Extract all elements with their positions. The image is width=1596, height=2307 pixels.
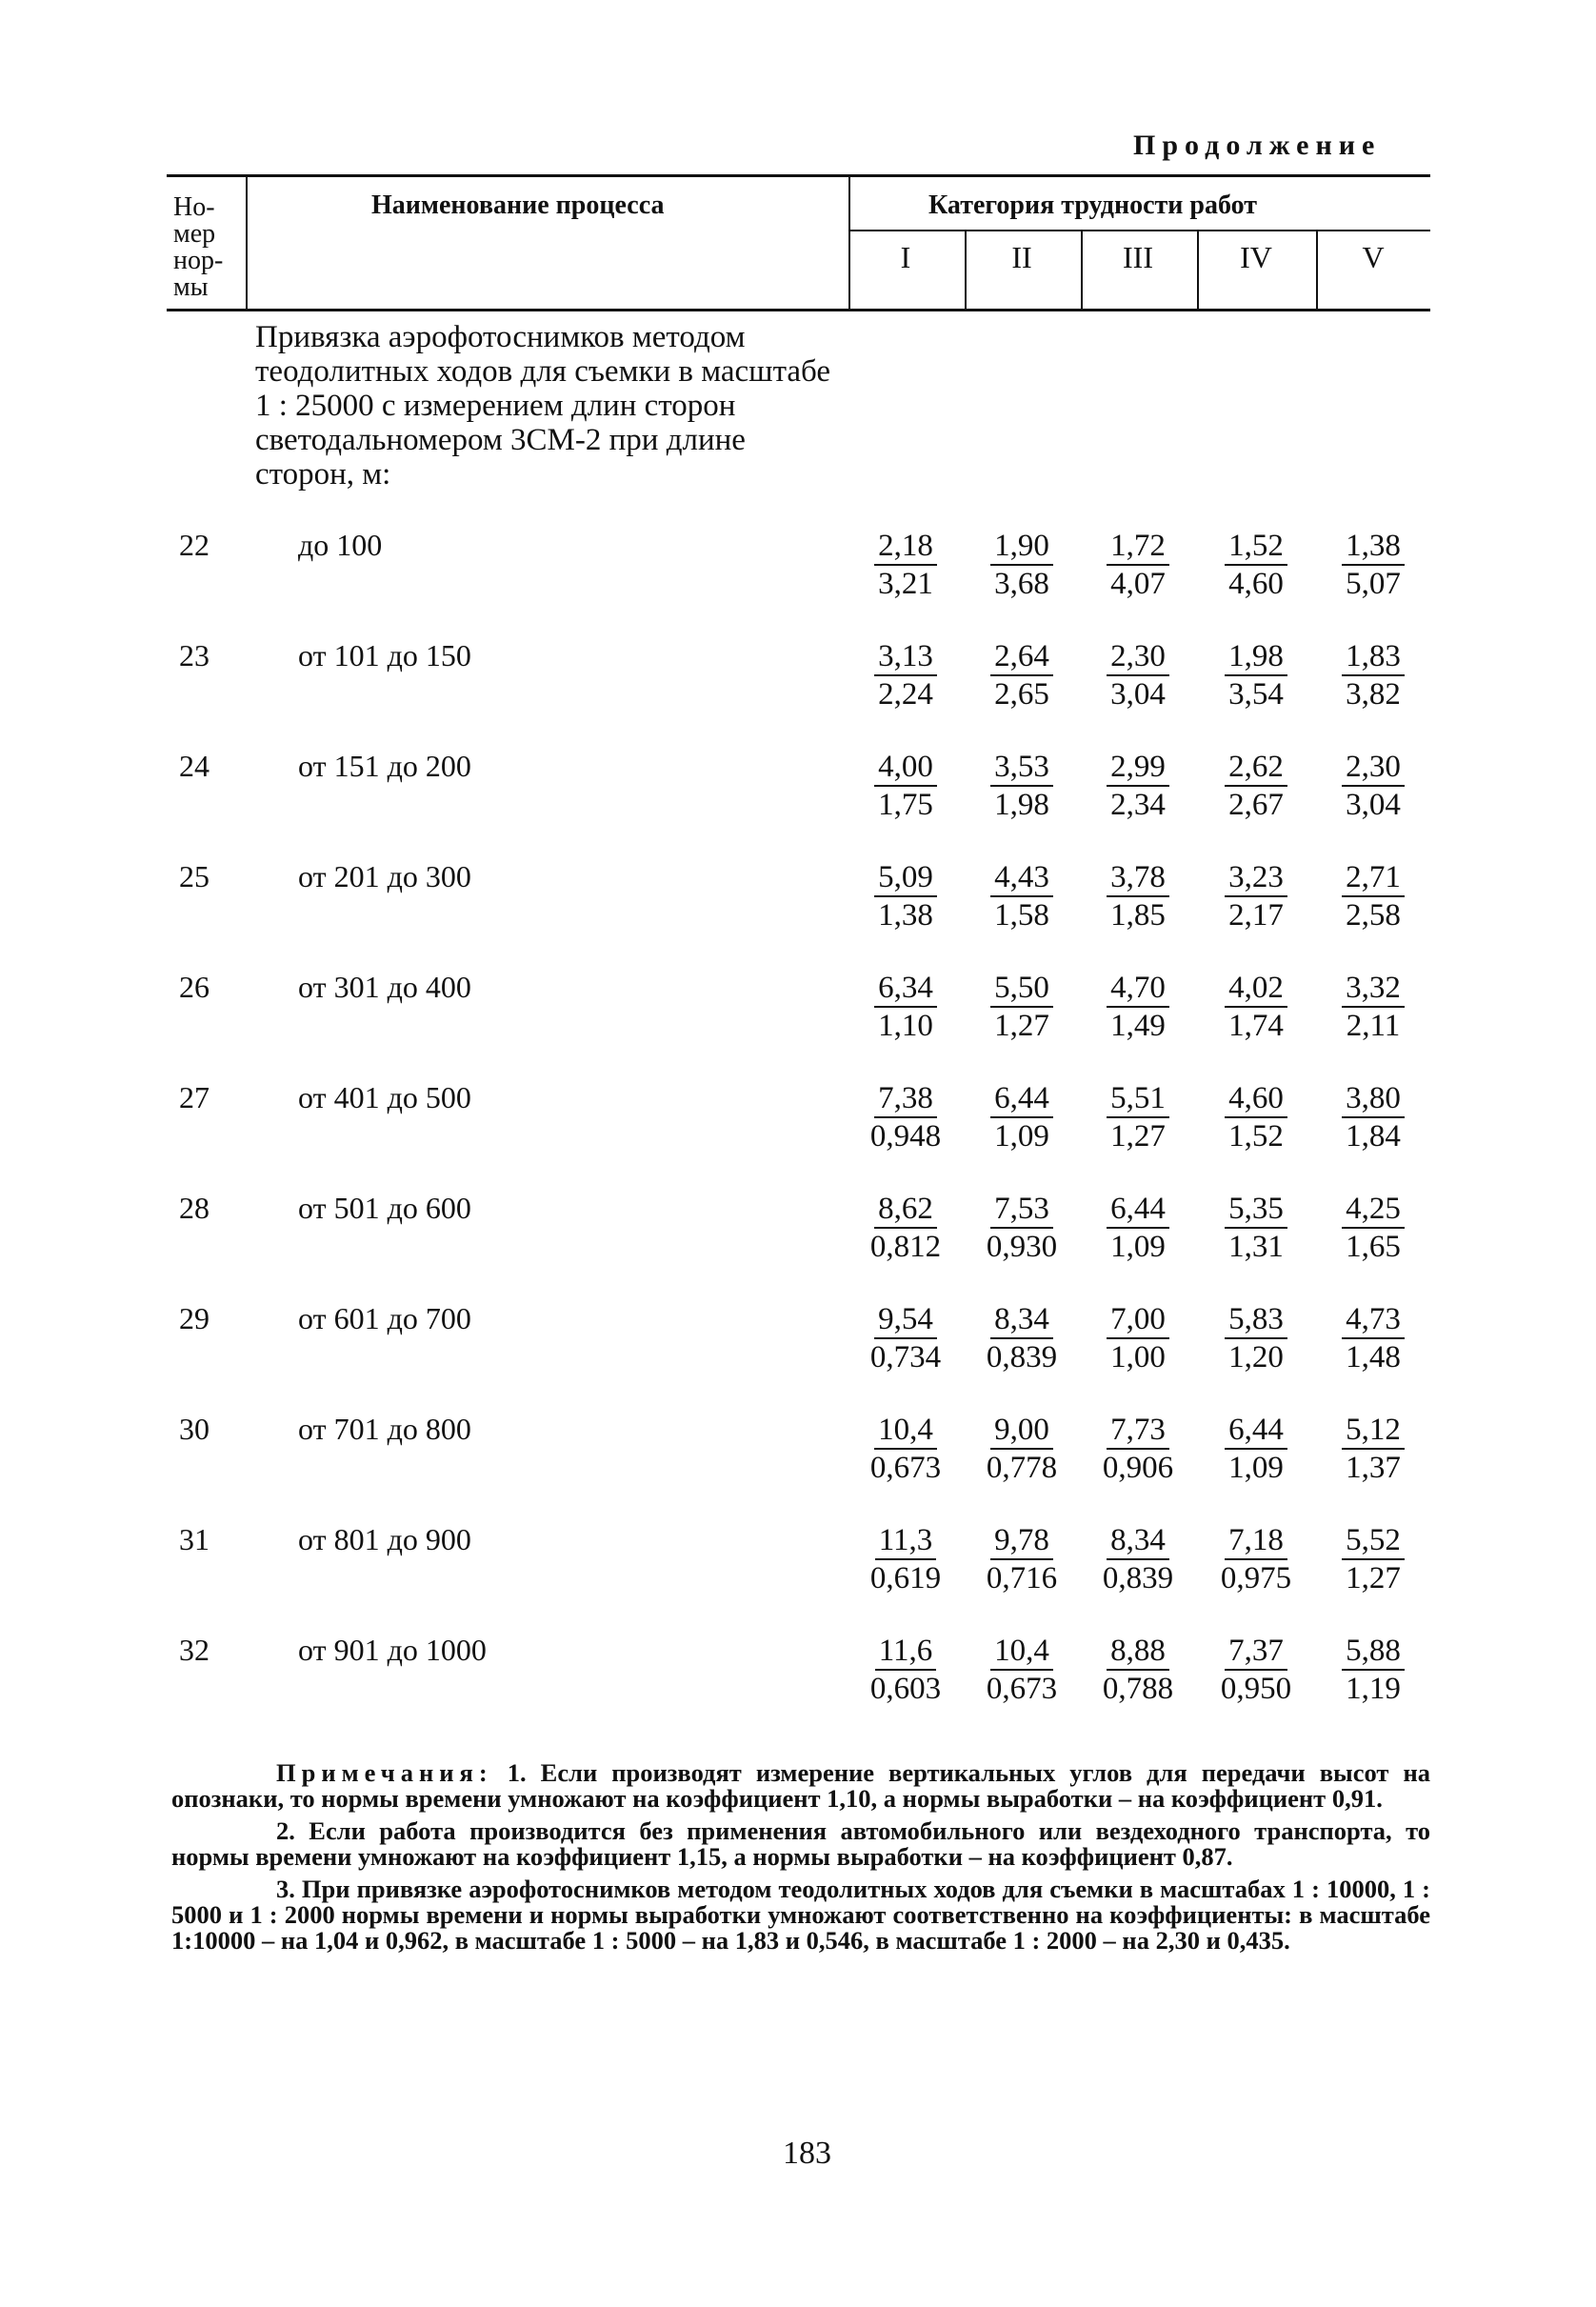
value-cell-category-5 <box>1316 970 1430 1044</box>
row-range-label: от 151 до 200 <box>298 749 471 783</box>
output-norm-value: 0,839 <box>1102 1561 1174 1595</box>
time-norm-value: 6,44 <box>1107 1191 1169 1229</box>
continuation-label: Продолжение <box>1133 130 1382 161</box>
output-norm-value: 1,37 <box>1346 1451 1401 1485</box>
value-cell-category-1 <box>848 1522 963 1596</box>
output-norm-value: 1,74 <box>1228 1009 1284 1043</box>
value-cell-category-3 <box>1081 528 1195 602</box>
value-cell-category-5 <box>1316 638 1430 712</box>
output-norm-value: 1,20 <box>1228 1340 1284 1374</box>
time-norm-value: 8,34 <box>990 1301 1053 1339</box>
output-norm-value: 0,673 <box>869 1451 942 1485</box>
row-number: 30 <box>179 1412 209 1446</box>
output-norm-value: 0,619 <box>869 1561 942 1595</box>
time-norm-value: 2,30 <box>1107 638 1169 676</box>
table-row <box>0 1522 1596 1633</box>
time-norm-value: 8,34 <box>1107 1522 1169 1560</box>
header-norm-number: Но- мер нор- мы <box>173 192 224 302</box>
row-number: 26 <box>179 970 209 1004</box>
time-norm-value: 11,6 <box>875 1633 937 1671</box>
row-range-label: от 201 до 300 <box>298 859 471 893</box>
output-norm-value: 0,930 <box>986 1230 1058 1264</box>
value-cell-category-2 <box>965 1522 1079 1596</box>
output-norm-value: 2,65 <box>994 677 1049 712</box>
value-cell-category-3 <box>1081 1080 1195 1154</box>
output-norm-value: 4,60 <box>1228 567 1284 601</box>
value-cell-category-1 <box>848 859 963 933</box>
output-norm-value: 0,906 <box>1102 1451 1174 1485</box>
time-norm-value: 1,90 <box>990 528 1053 566</box>
output-norm-value: 0,812 <box>869 1230 942 1264</box>
value-cell-category-2 <box>965 528 1079 602</box>
table-row <box>0 970 1596 1080</box>
time-norm-value: 2,71 <box>1342 859 1405 897</box>
value-cell-category-4 <box>1199 1412 1313 1486</box>
output-norm-value: 1,65 <box>1346 1230 1401 1264</box>
value-cell-category-2 <box>965 859 1079 933</box>
time-norm-value: 4,00 <box>874 749 937 787</box>
output-norm-value: 1,49 <box>1110 1009 1166 1043</box>
time-norm-value: 8,62 <box>874 1191 937 1229</box>
time-norm-value: 5,50 <box>990 970 1053 1008</box>
output-norm-value: 3,04 <box>1346 788 1401 822</box>
output-norm-value: 5,07 <box>1346 567 1401 601</box>
time-norm-value: 7,53 <box>990 1191 1053 1229</box>
value-cell-category-3 <box>1081 749 1195 823</box>
output-norm-value: 1,75 <box>878 788 933 822</box>
value-cell-category-1 <box>848 1191 963 1265</box>
row-number: 23 <box>179 638 209 672</box>
row-range-label: до 100 <box>298 528 383 562</box>
output-norm-value: 1,38 <box>878 898 933 933</box>
output-norm-value: 1,52 <box>1228 1119 1284 1154</box>
output-norm-value: 3,54 <box>1228 677 1284 712</box>
time-norm-value: 1,38 <box>1342 528 1405 566</box>
table-row <box>0 1301 1596 1412</box>
output-norm-value: 2,67 <box>1228 788 1284 822</box>
value-cell-category-3 <box>1081 1633 1195 1707</box>
value-cell-category-4 <box>1199 1080 1313 1154</box>
value-cell-category-4 <box>1199 528 1313 602</box>
value-cell-category-2 <box>965 1412 1079 1486</box>
time-norm-value: 7,73 <box>1107 1412 1169 1450</box>
value-cell-category-2 <box>965 749 1079 823</box>
output-norm-value: 1,27 <box>994 1009 1049 1043</box>
row-number: 22 <box>179 528 209 562</box>
value-cell-category-3 <box>1081 1522 1195 1596</box>
col-divider-number <box>246 174 248 309</box>
output-norm-value: 1,19 <box>1346 1672 1401 1706</box>
notes-lead: Примечания: <box>276 1758 493 1787</box>
time-norm-value: 6,44 <box>1225 1412 1287 1450</box>
value-cell-category-4 <box>1199 1522 1313 1596</box>
value-cell-category-5 <box>1316 1080 1430 1154</box>
table-row <box>0 1080 1596 1191</box>
time-norm-value: 7,38 <box>874 1080 937 1118</box>
time-norm-value: 4,02 <box>1225 970 1287 1008</box>
output-norm-value: 1,10 <box>878 1009 933 1043</box>
value-cell-category-5 <box>1316 749 1430 823</box>
output-norm-value: 2,24 <box>878 677 933 712</box>
value-cell-category-4 <box>1199 970 1313 1044</box>
time-norm-value: 9,78 <box>990 1522 1053 1560</box>
value-cell-category-5 <box>1316 859 1430 933</box>
notes-block <box>171 1760 1430 1960</box>
output-norm-value: 0,839 <box>986 1340 1058 1374</box>
note-1: 1. Если производят измерение вертикальных углов для передачи высот на опознаки, то нормы времени умножают на коэффициент 1,10, а нормы выработки – на коэффициент 0,91. <box>171 1758 1430 1813</box>
value-cell-category-1 <box>848 1412 963 1486</box>
value-cell-category-5 <box>1316 1191 1430 1265</box>
row-range-label: от 901 до 1000 <box>298 1633 487 1667</box>
time-norm-value: 6,34 <box>874 970 937 1008</box>
output-norm-value: 0,716 <box>986 1561 1058 1595</box>
time-norm-value: 2,30 <box>1342 749 1405 787</box>
value-cell-category-1 <box>848 1633 963 1707</box>
time-norm-value: 1,98 <box>1225 638 1287 676</box>
value-cell-category-4 <box>1199 638 1313 712</box>
time-norm-value: 10,4 <box>990 1633 1053 1671</box>
row-range-label: от 401 до 500 <box>298 1080 471 1114</box>
value-cell-category-3 <box>1081 970 1195 1044</box>
time-norm-value: 1,83 <box>1342 638 1405 676</box>
value-cell-category-5 <box>1316 1522 1430 1596</box>
row-range-label: от 601 до 700 <box>298 1301 471 1335</box>
output-norm-value: 3,21 <box>878 567 933 601</box>
output-norm-value: 0,788 <box>1102 1672 1174 1706</box>
table-header-bottom-rule <box>167 309 1430 311</box>
value-cell-category-4 <box>1199 859 1313 933</box>
header-difficulty-category: Категория трудности работ <box>928 191 1257 220</box>
output-norm-value: 3,04 <box>1110 677 1166 712</box>
time-norm-value: 7,18 <box>1225 1522 1287 1560</box>
time-norm-value: 9,54 <box>874 1301 937 1339</box>
row-range-label: от 301 до 400 <box>298 970 471 1004</box>
header-process-name: Наименование процесса <box>371 191 665 220</box>
row-range-label: от 501 до 600 <box>298 1191 471 1225</box>
table-row <box>0 1191 1596 1301</box>
time-norm-value: 5,88 <box>1342 1633 1405 1671</box>
section-intro-text: Привязка аэрофотоснимков методом теодолитных ходов для съемки в масштабе 1 : 25000 с измерением длин сторон светодальномером 3СМ-2 при длине сторон, м: <box>255 320 831 491</box>
output-norm-value: 1,58 <box>994 898 1049 933</box>
table-top-rule <box>167 174 1430 177</box>
header-category-v: V <box>1362 240 1385 274</box>
time-norm-value: 1,52 <box>1225 528 1287 566</box>
value-cell-category-2 <box>965 638 1079 712</box>
row-number: 24 <box>179 749 209 783</box>
time-norm-value: 4,25 <box>1342 1191 1405 1229</box>
output-norm-value: 0,673 <box>986 1672 1058 1706</box>
output-norm-value: 1,31 <box>1228 1230 1284 1264</box>
time-norm-value: 3,78 <box>1107 859 1169 897</box>
output-norm-value: 1,09 <box>1110 1230 1166 1264</box>
table-row <box>0 749 1596 859</box>
value-cell-category-1 <box>848 970 963 1044</box>
row-range-label: от 801 до 900 <box>298 1522 471 1556</box>
row-number: 28 <box>179 1191 209 1225</box>
output-norm-value: 2,58 <box>1346 898 1401 933</box>
time-norm-value: 2,18 <box>874 528 937 566</box>
page-number: 183 <box>783 2136 831 2171</box>
value-cell-category-1 <box>848 1301 963 1375</box>
time-norm-value: 5,12 <box>1342 1412 1405 1450</box>
time-norm-value: 7,00 <box>1107 1301 1169 1339</box>
value-cell-category-3 <box>1081 638 1195 712</box>
time-norm-value: 10,4 <box>874 1412 937 1450</box>
value-cell-category-5 <box>1316 1412 1430 1486</box>
value-cell-category-5 <box>1316 1301 1430 1375</box>
output-norm-value: 1,84 <box>1346 1119 1401 1154</box>
value-cell-category-1 <box>848 749 963 823</box>
time-norm-value: 2,62 <box>1225 749 1287 787</box>
note-2: 2. Если работа производится без применения автомобильного или вездеходного транспорта, то нормы времени умножают на коэффициент 1,15, а нормы выработки – на коэффициент 0,87. <box>171 1816 1430 1871</box>
table-row <box>0 1412 1596 1522</box>
output-norm-value: 1,27 <box>1110 1119 1166 1154</box>
output-norm-value: 1,98 <box>994 788 1049 822</box>
output-norm-value: 3,82 <box>1346 677 1401 712</box>
time-norm-value: 3,23 <box>1225 859 1287 897</box>
output-norm-value: 2,11 <box>1346 1009 1401 1043</box>
time-norm-value: 2,99 <box>1107 749 1169 787</box>
output-norm-value: 3,68 <box>994 567 1049 601</box>
time-norm-value: 4,60 <box>1225 1080 1287 1118</box>
time-norm-value: 5,09 <box>874 859 937 897</box>
value-cell-category-4 <box>1199 1301 1313 1375</box>
output-norm-value: 1,85 <box>1110 898 1166 933</box>
time-norm-value: 4,70 <box>1107 970 1169 1008</box>
header-category-iii: III <box>1123 240 1153 274</box>
header-category-i: I <box>900 240 911 274</box>
value-cell-category-4 <box>1199 1633 1313 1707</box>
output-norm-value: 1,48 <box>1346 1340 1401 1374</box>
time-norm-value: 1,72 <box>1107 528 1169 566</box>
value-cell-category-5 <box>1316 528 1430 602</box>
row-number: 29 <box>179 1301 209 1335</box>
value-cell-category-3 <box>1081 1191 1195 1265</box>
value-cell-category-2 <box>965 1080 1079 1154</box>
time-norm-value: 3,80 <box>1342 1080 1405 1118</box>
time-norm-value: 2,64 <box>990 638 1053 676</box>
time-norm-value: 4,43 <box>990 859 1053 897</box>
time-norm-value: 5,35 <box>1225 1191 1287 1229</box>
output-norm-value: 0,948 <box>869 1119 942 1154</box>
value-cell-category-5 <box>1316 1633 1430 1707</box>
time-norm-value: 5,52 <box>1342 1522 1405 1560</box>
output-norm-value: 0,950 <box>1220 1672 1292 1706</box>
output-norm-value: 0,734 <box>869 1340 942 1374</box>
output-norm-value: 4,07 <box>1110 567 1166 601</box>
time-norm-value: 3,13 <box>874 638 937 676</box>
time-norm-value: 11,3 <box>875 1522 937 1560</box>
value-cell-category-2 <box>965 970 1079 1044</box>
output-norm-value: 2,34 <box>1110 788 1166 822</box>
time-norm-value: 5,83 <box>1225 1301 1287 1339</box>
time-norm-value: 8,88 <box>1107 1633 1169 1671</box>
output-norm-value: 1,09 <box>994 1119 1049 1154</box>
time-norm-value: 7,37 <box>1225 1633 1287 1671</box>
value-cell-category-4 <box>1199 1191 1313 1265</box>
table-row <box>0 528 1596 638</box>
value-cell-category-4 <box>1199 749 1313 823</box>
value-cell-category-3 <box>1081 1301 1195 1375</box>
value-cell-category-3 <box>1081 859 1195 933</box>
row-number: 27 <box>179 1080 209 1114</box>
category-subheader-rule <box>848 230 1430 231</box>
value-cell-category-1 <box>848 1080 963 1154</box>
time-norm-value: 9,00 <box>990 1412 1053 1450</box>
table-row <box>0 638 1596 749</box>
row-range-label: от 101 до 150 <box>298 638 471 672</box>
row-number: 32 <box>179 1633 209 1667</box>
table-row <box>0 1633 1596 1743</box>
value-cell-category-1 <box>848 638 963 712</box>
output-norm-value: 1,27 <box>1346 1561 1401 1595</box>
output-norm-value: 1,09 <box>1228 1451 1284 1485</box>
header-category-iv: IV <box>1240 240 1272 274</box>
time-norm-value: 3,53 <box>990 749 1053 787</box>
row-number: 31 <box>179 1522 209 1556</box>
time-norm-value: 3,32 <box>1342 970 1405 1008</box>
time-norm-value: 5,51 <box>1107 1080 1169 1118</box>
output-norm-value: 0,975 <box>1220 1561 1292 1595</box>
value-cell-category-3 <box>1081 1412 1195 1486</box>
value-cell-category-2 <box>965 1301 1079 1375</box>
output-norm-value: 0,603 <box>869 1672 942 1706</box>
value-cell-category-2 <box>965 1191 1079 1265</box>
time-norm-value: 6,44 <box>990 1080 1053 1118</box>
note-3: 3. При привязке аэрофотоснимков методом теодолитных ходов для съемки в масштабах 1 : 10000, 1 : 5000 и 1 : 2000 нормы времени и нормы выработки умножают соответственно на коэффициенты: в масштабе 1:10000 – на 1,04 и 0,962, в масштабе 1 : 5000 – на 1,83 и 0,546, в масштабе 1 : 2000 – на 2,30 и 0,435. <box>171 1875 1430 1955</box>
value-cell-category-1 <box>848 528 963 602</box>
header-category-ii: II <box>1011 240 1032 274</box>
table-row <box>0 859 1596 970</box>
time-norm-value: 4,73 <box>1342 1301 1405 1339</box>
value-cell-category-2 <box>965 1633 1079 1707</box>
output-norm-value: 1,00 <box>1110 1340 1166 1374</box>
row-range-label: от 701 до 800 <box>298 1412 471 1446</box>
output-norm-value: 2,17 <box>1228 898 1284 933</box>
row-number: 25 <box>179 859 209 893</box>
output-norm-value: 0,778 <box>986 1451 1058 1485</box>
